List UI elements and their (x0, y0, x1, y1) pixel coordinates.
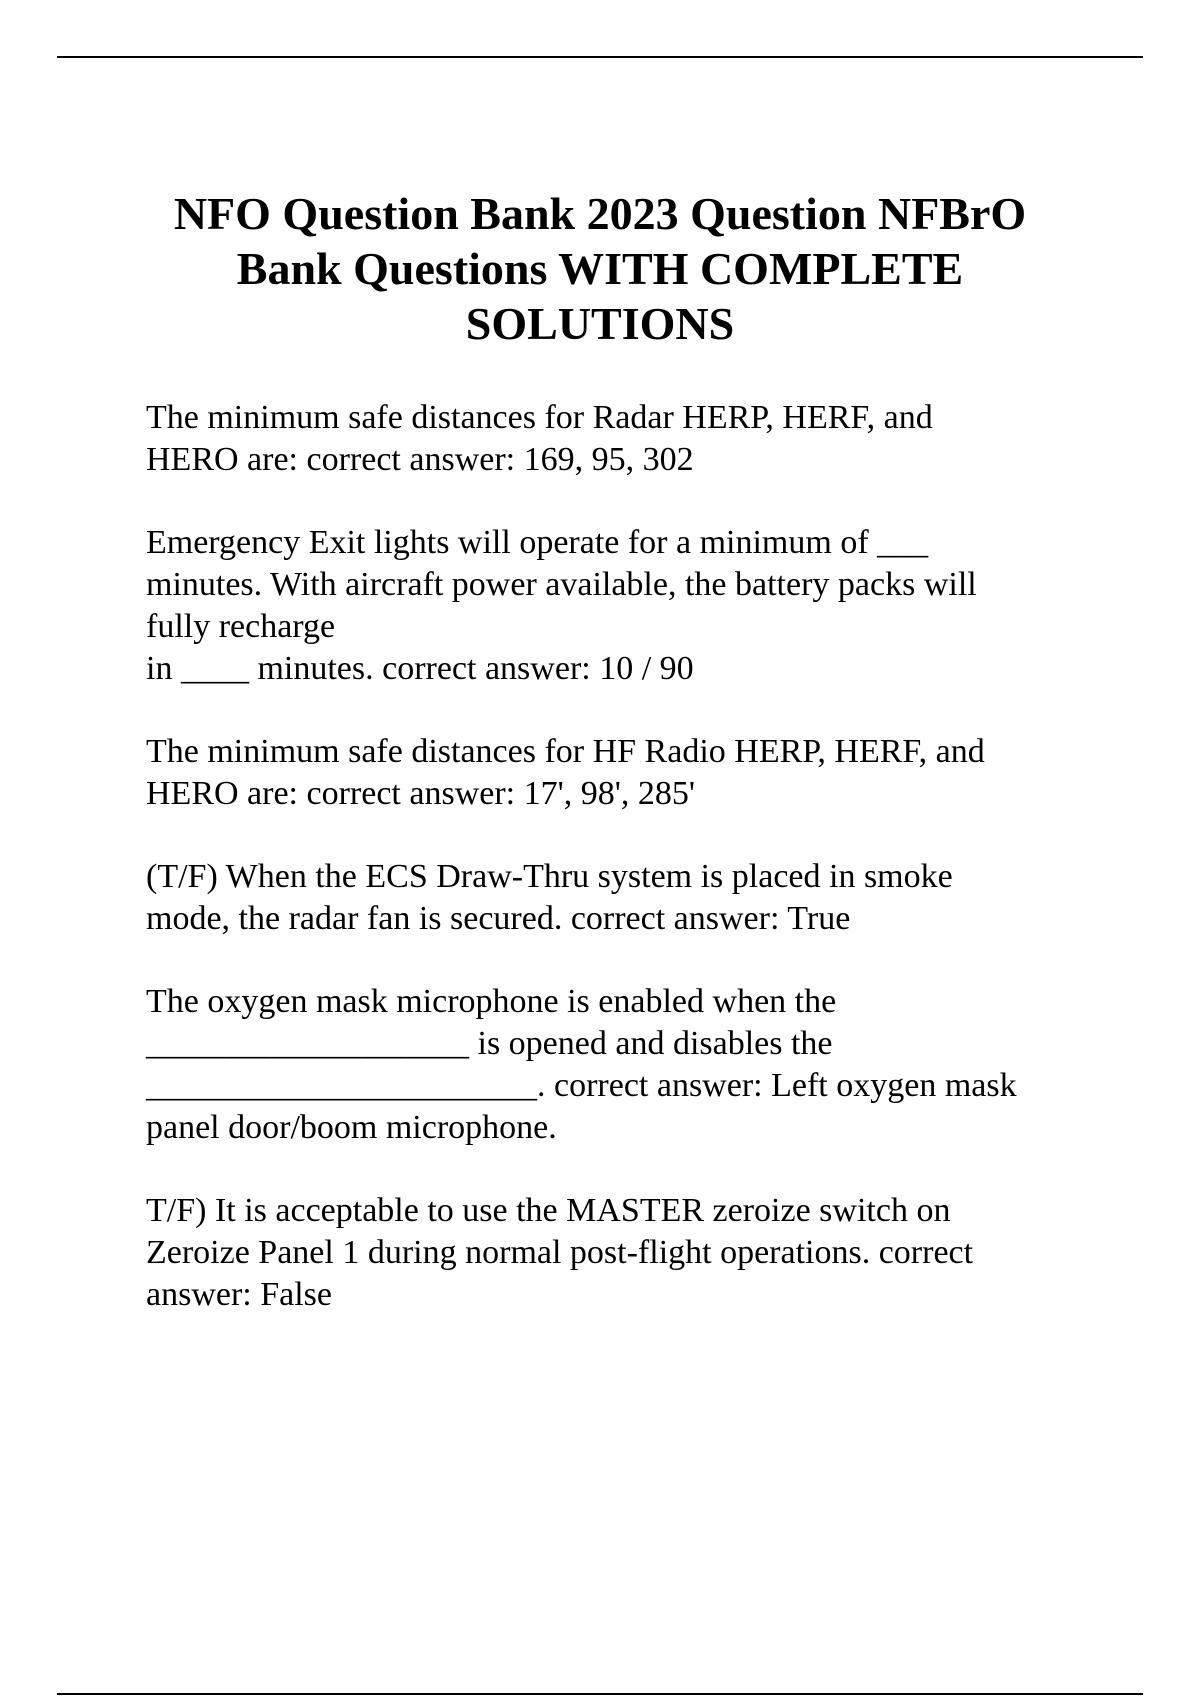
title-line: SOLUTIONS (465, 298, 735, 349)
entry-line: in ____ minutes. correct answer: 10 / 90 (146, 650, 694, 687)
entry-line: HERO are: correct answer: 169, 95, 302 (146, 441, 694, 478)
entry-line: The minimum safe distances for Radar HERP, HERF, and (146, 399, 933, 436)
entry-line: panel door/boom microphone. (146, 1109, 557, 1146)
question-entry (146, 856, 1096, 940)
entry-line: fully recharge (146, 608, 336, 645)
question-entry (146, 1190, 1096, 1316)
entry-line: minutes. With aircraft power available, the battery packs will (146, 566, 977, 603)
title-line: NFO Question Bank 2023 Question NFBrO (173, 188, 1027, 239)
entry-line: T/F) It is acceptable to use the MASTER zeroize switch on (146, 1192, 951, 1229)
document-title (100, 186, 1100, 351)
entry-line: Zeroize Panel 1 during normal post-flight operations. correct (146, 1234, 974, 1271)
entry-line: The oxygen mask microphone is enabled when the (146, 983, 837, 1020)
entry-line: The minimum safe distances for HF Radio HERP, HERF, and (146, 733, 985, 770)
entry-line: ___________________ is opened and disables the (146, 1025, 833, 1062)
entry-line: answer: False (146, 1276, 333, 1313)
question-list (146, 397, 1096, 1357)
entry-line: (T/F) When the ECS Draw-Thru system is placed in smoke (146, 858, 953, 895)
entry-line: Emergency Exit lights will operate for a minimum of ___ (146, 524, 929, 561)
title-line: Bank Questions WITH COMPLETE (236, 243, 964, 294)
question-entry (146, 522, 1096, 690)
question-entry (146, 397, 1096, 481)
entry-line: _______________________. correct answer: Left oxygen mask (146, 1067, 1017, 1104)
entry-line: HERO are: correct answer: 17', 98', 285' (146, 775, 695, 812)
question-entry (146, 731, 1096, 815)
top-rule (57, 56, 1143, 58)
question-entry (146, 981, 1096, 1149)
bottom-rule (57, 1693, 1143, 1695)
entry-line: mode, the radar fan is secured. correct answer: True (146, 900, 851, 937)
